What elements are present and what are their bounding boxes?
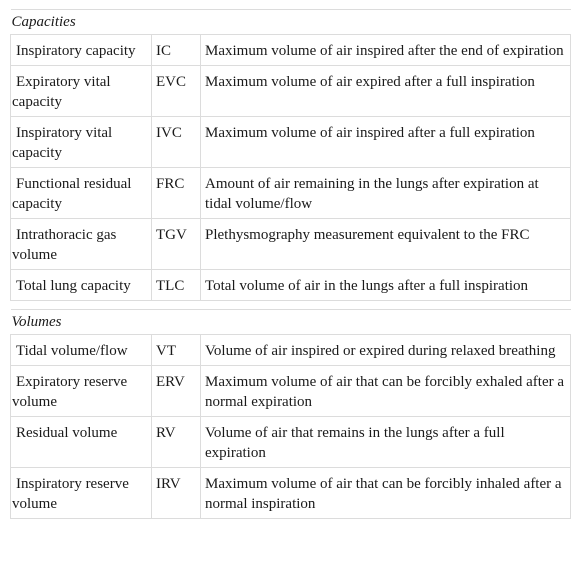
- table-row: [11, 168, 571, 219]
- table-row: [11, 270, 571, 301]
- term-abbreviation: IC: [152, 35, 201, 66]
- term-name: Inspiratory capacity: [16, 43, 136, 59]
- table-row: [11, 468, 571, 519]
- term-definition: Volume of air inspired or expired during relaxed breathing: [201, 335, 571, 366]
- term-abbreviation: RV: [152, 417, 201, 468]
- term-name: Intrathoracic gas volume: [12, 227, 117, 263]
- term-definition: Volume of air that remains in the lungs after a full expiration: [201, 417, 571, 468]
- term-definition: Amount of air remaining in the lungs after expiration at tidal volume/flow: [201, 168, 571, 219]
- term-name: Functional residual capacity: [12, 176, 132, 212]
- term-abbreviation: IVC: [152, 117, 201, 168]
- table-row: [11, 35, 571, 66]
- term-abbreviation: IRV: [152, 468, 201, 519]
- table-row: [11, 66, 571, 117]
- term-definition: Plethysmography measurement equivalent to the FRC: [201, 219, 571, 270]
- section-title: Capacities: [11, 10, 571, 35]
- section-header-capacities: [11, 10, 571, 35]
- term-abbreviation: VT: [152, 335, 201, 366]
- table-row: [11, 417, 571, 468]
- term-name: Inspiratory vital capacity: [12, 125, 113, 161]
- term-abbreviation: TLC: [152, 270, 201, 301]
- term-name: Tidal volume/flow: [16, 343, 128, 359]
- term-abbreviation: FRC: [152, 168, 201, 219]
- term-abbreviation: EVC: [152, 66, 201, 117]
- term-name: Residual volume: [16, 425, 118, 441]
- lung-volumes-table: [10, 9, 571, 519]
- term-definition: Maximum volume of air that can be forcibly exhaled after a normal expiration: [201, 366, 571, 417]
- table-row: [11, 335, 571, 366]
- term-definition: Maximum volume of air inspired after the end of expiration: [201, 35, 571, 66]
- section-title: Volumes: [11, 310, 571, 335]
- table-row: [11, 117, 571, 168]
- table-row: [11, 219, 571, 270]
- section-spacer: [11, 301, 571, 310]
- term-name: Expiratory vital capacity: [12, 74, 111, 110]
- term-abbreviation: TGV: [152, 219, 201, 270]
- section-header-volumes: [11, 310, 571, 335]
- table-row: [11, 366, 571, 417]
- term-name: Expiratory reserve volume: [12, 374, 128, 410]
- term-name: Inspiratory reserve volume: [12, 476, 129, 512]
- term-definition: Maximum volume of air expired after a full inspiration: [201, 66, 571, 117]
- term-definition: Maximum volume of air that can be forcibly inhaled after a normal inspiration: [201, 468, 571, 519]
- term-name: Total lung capacity: [16, 278, 131, 294]
- term-definition: Total volume of air in the lungs after a full inspiration: [201, 270, 571, 301]
- term-definition: Maximum volume of air inspired after a full expiration: [201, 117, 571, 168]
- term-abbreviation: ERV: [152, 366, 201, 417]
